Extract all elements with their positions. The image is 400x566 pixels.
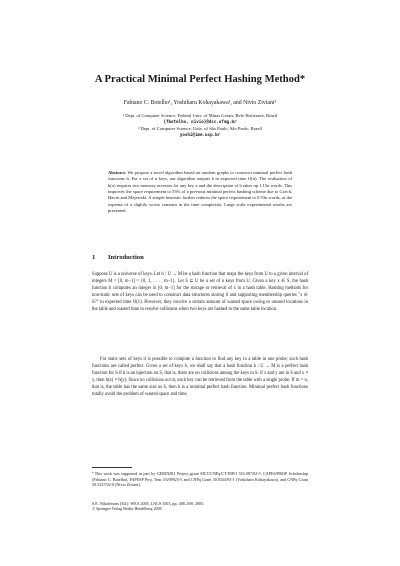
- abstract: [108, 170, 292, 214]
- publication-citation: [92, 501, 308, 512]
- abstract-label: Abstract.: [108, 170, 127, 175]
- abstract-text: We propose a novel algorithm based on random graphs to construct minimal perfect hash functions h. For a set of n keys, our algorithm outputs h in expected time O(n). The evaluation of h(x) requires two memory accesses for any key x and the description of h takes up 1.15n words. This improves the space requirement to 55% of a previous minimal perfect hashing scheme due to Czech, Havas and Majewski. A simple heuristic further reduces the space requirement to 0.93n words, at the expense of a slightly worse constant in the time complexity. Large scale experimental results are presented.: [108, 170, 292, 214]
- footnote: [92, 471, 308, 488]
- section-heading: [92, 254, 144, 261]
- affiliation-1-text: ¹ Dept. of Computer Science, Federal Univ. of Minas Gerais, Belo Horizonte, Brazil: [122, 113, 278, 118]
- affiliation-2-email: yoshi@ime.usp.br: [179, 132, 221, 137]
- copyright-line: © Springer-Verlag Berlin Heidelberg 2005: [92, 506, 162, 512]
- affiliation-2-text: ² Dept. of Computer Science, Univ. of São Paulo, São Paulo, Brazil: [138, 126, 262, 131]
- paper-title: A Practical Minimal Perfect Hashing Method*: [94, 74, 306, 85]
- affiliation-1: [40, 113, 360, 125]
- footnote-marker: *: [92, 471, 94, 475]
- section-number: 1: [92, 254, 96, 261]
- citation-line-1: S.E. Nikoletseas (Ed.): WEA 2005, LNCS 3503, pp. 488–500, 2005.: [92, 501, 205, 506]
- body-paragraph-1: Suppose U is a universe of keys. Let h : U → M be a hash function that maps the keys from U to a given interval of integers M = [0, m−1] = {0, 1, . . . , m−1}. Let S ⊆ U be a set of n keys from U. Given a key x ∈ S, the hash function h computes an integer in [0, m−1] for the storage or retrieval of x in a hash table. Hashing methods for non-static sets of keys can be used to construct data structures storing S and supporting membership queries "x ∈ S?" in expected time O(1). However, they involve a certain amount of wasted space owing to unused locations in the table and wasted time to resolve collisions when two keys are hashed to the same table location.: [92, 272, 308, 313]
- affiliation-1-email: {fbotelho, nivio}@dcc.ufmg.br: [163, 119, 237, 124]
- footnote-rule: [92, 467, 132, 468]
- section-title: Introduction: [107, 254, 144, 261]
- body-paragraph-2: For static sets of keys it is possible to compute a function to find any key in a table in one probe; such hash functions are called perfect. Given a set of keys S, we shall say that a hash function h : U → M is a perfect hash function for S if h is an injection on S, that is, there are no collisions among the keys in S: if x and y are in S and x ≠ y, then h(x) ≠ h(y). Since no collisions occur, each key can be retrieved from the table with a single probe. If m = n, that is, the table has the same size as S, then h is a minimal perfect hash function. Minimal perfect hash functions totally avoid the problem of wasted space and time.: [92, 357, 308, 398]
- affiliation-2: [40, 126, 360, 138]
- author-list: Fabiano C. Botelho¹, Yoshiharu Kohayakawa², and Nivio Ziviani¹: [123, 100, 277, 106]
- footnote-text: This work was supported in part by GERINDO Project–grant MCT/CNPq/CT-INFO 552.087/02-5, CAPES/PROF Scholarship (Fabiano C. Botelho), FAPESP Proj. Tem. 03/09925-5 and CNPq Grant 30.0334/93-1 (Yoshiharu Kohayakawa), and CNPq Grant 30.5237/02-0 (Nivio Ziviani).: [92, 471, 308, 488]
